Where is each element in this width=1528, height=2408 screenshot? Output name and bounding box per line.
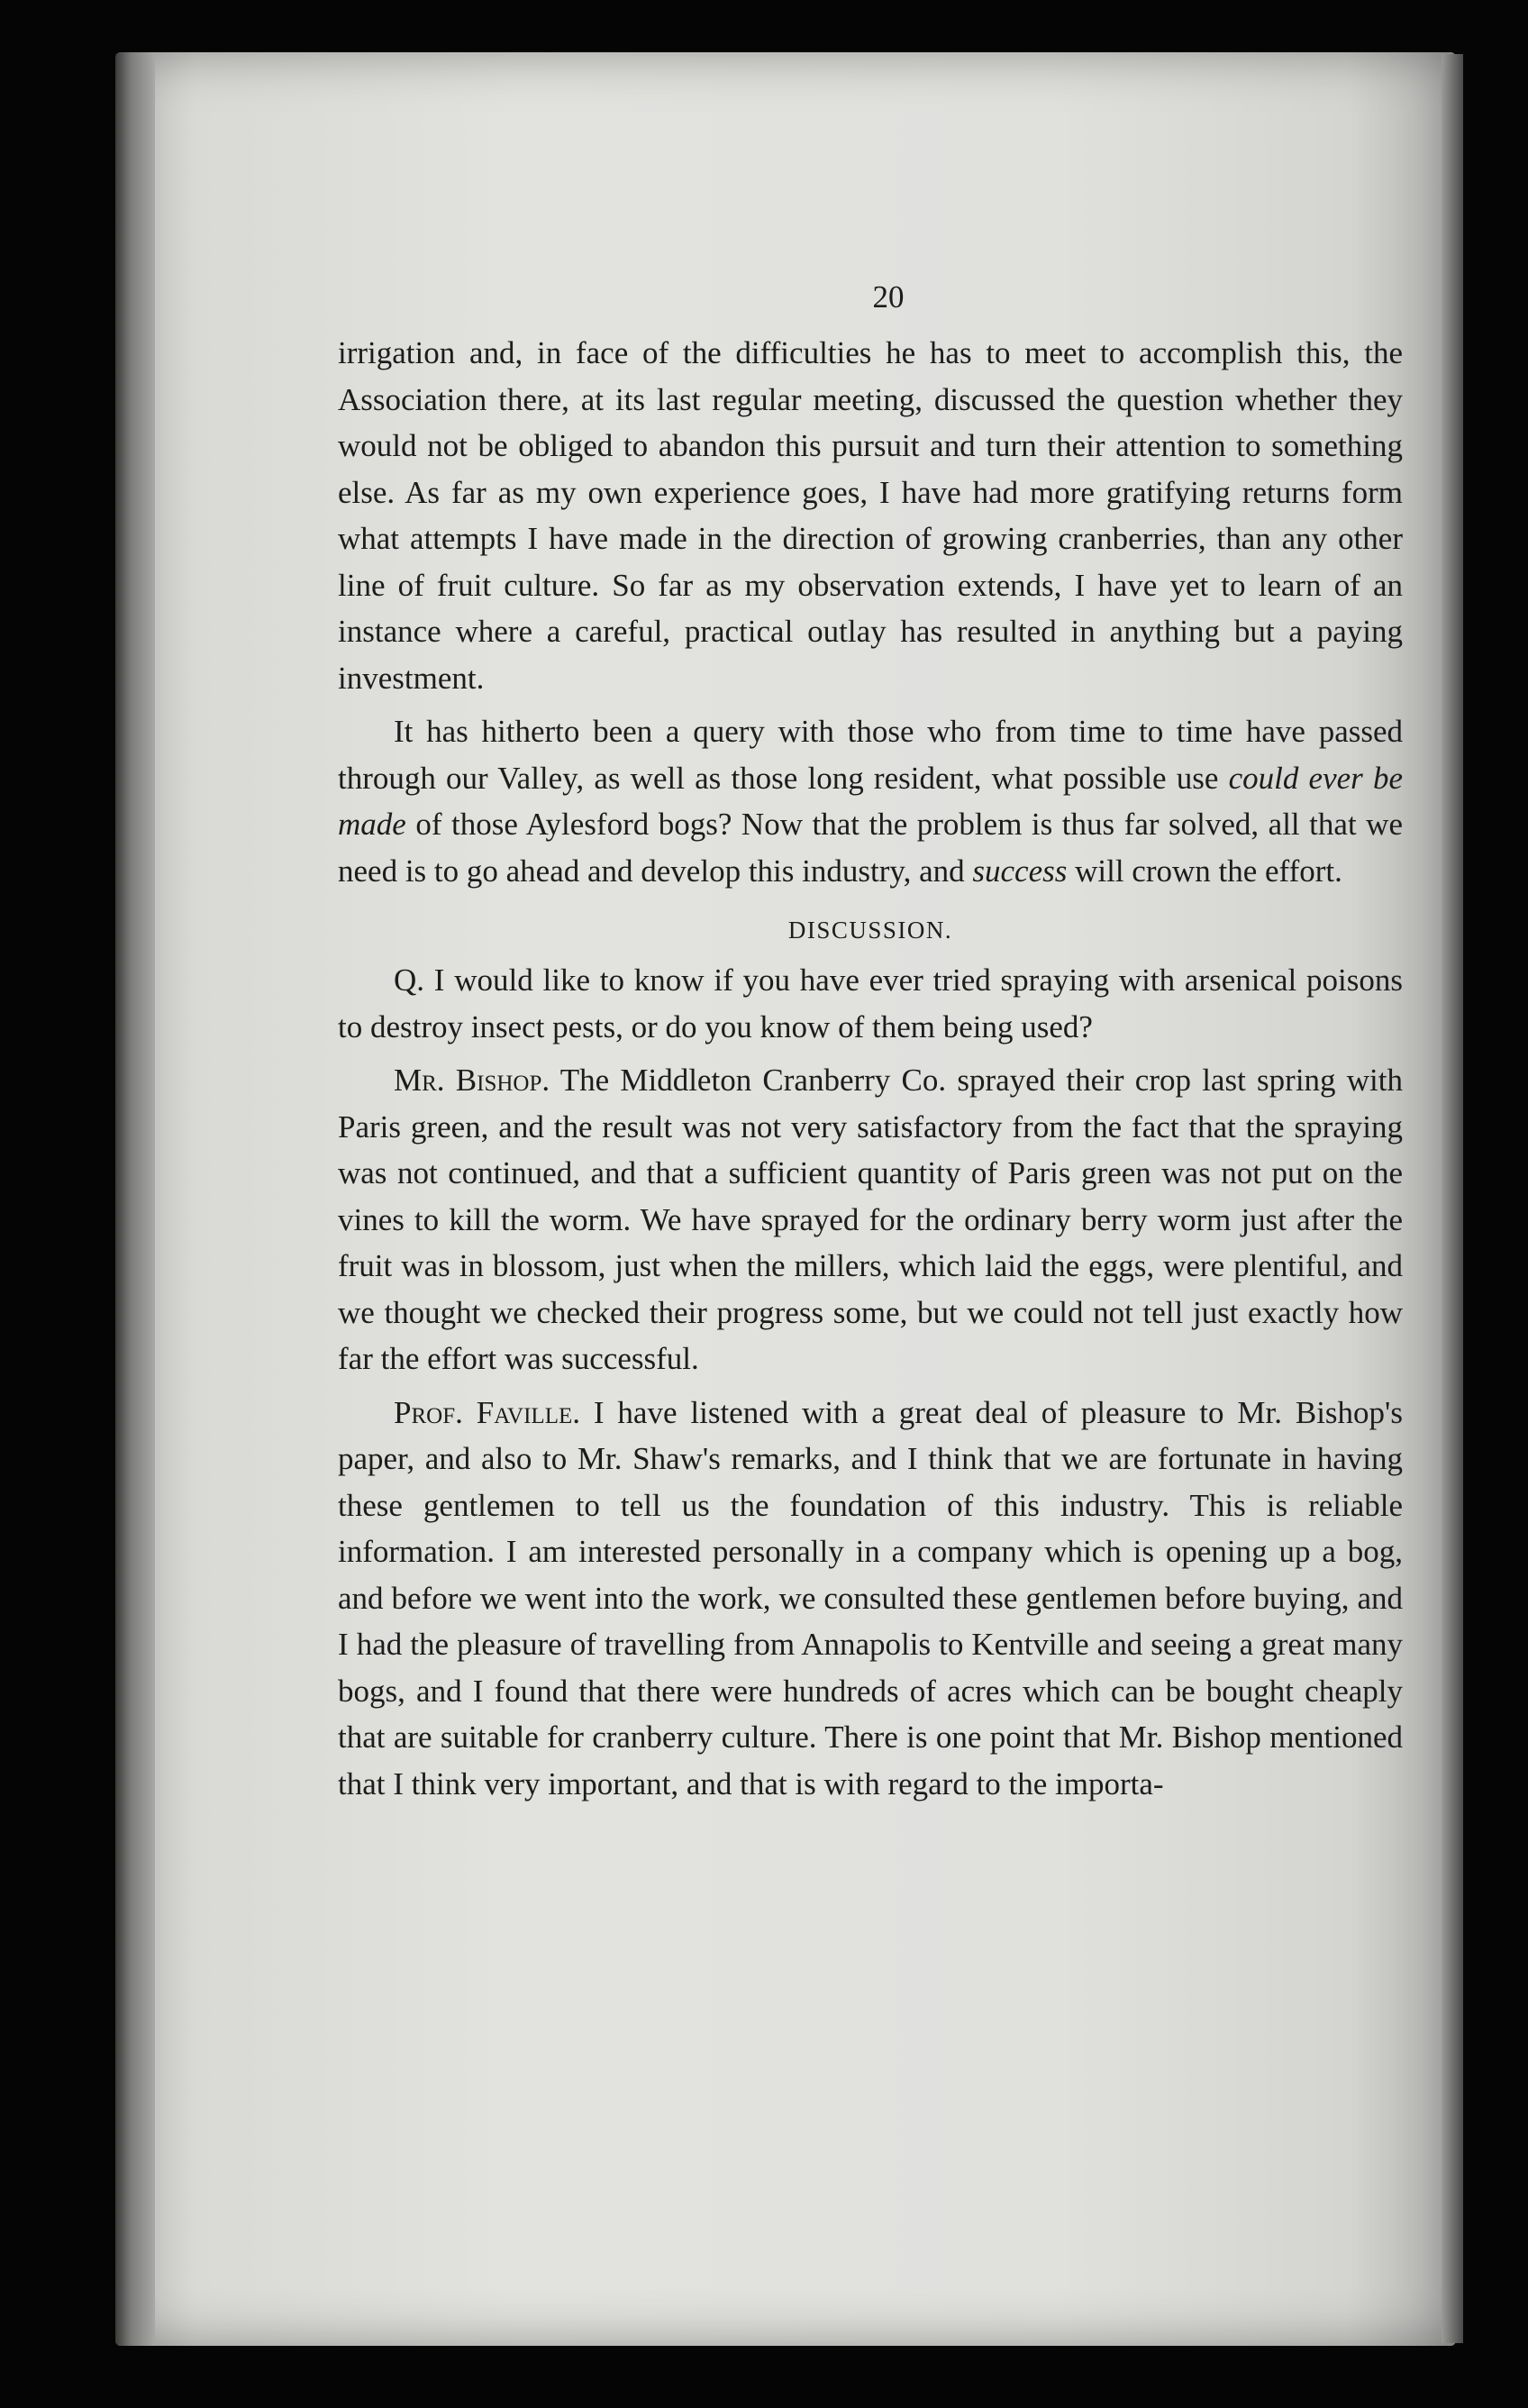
discussion-heading: DISCUSSION. — [787, 917, 953, 944]
paragraph-text: of those Aylesford bogs? Now that the problem is thus far solved, all that we need is to go ahead and develop this industry, and — [338, 807, 1403, 889]
speech-text: The Middleton Cranberry Co. sprayed their crop last spring with Paris green, and the result was not very satisfactory from the fact that the spraying was not continued, and that a sufficient quantity of Paris green was not put on the vines to kill the worm. We have sprayed for the ordinary berry worm just after the fruit was in blossom, just when the millers, which laid the eggs, were plentiful, and we thought we checked their progress some, but we could not tell just exactly how far the effort was successful. — [338, 1063, 1403, 1376]
paragraph-text: will crown the effort. — [1067, 853, 1342, 889]
speech-text: I have listened with a great deal of pleasure to Mr. Bishop's paper, and also to Mr. Shaw's remarks, and I think that we are fortunate in having these gentlemen to tell us the foundation of this industry. This is reliable information. I am interested personally in a company which is opening up a bog, and before we went into the work, we consulted these gentlemen before buying, and I had the pleasure of travelling from Annapolis to Kentville and seeing a great many bogs, and I found that there were hundreds of acres which can be bought cheaply that are suitable for cranberry culture. There is one point that Mr. Bishop mentioned that I think very important, and that is with regard to the importa- — [338, 1394, 1403, 1801]
speaker-label: Mr. Bishop. — [394, 1063, 550, 1098]
paragraph-irrigation: irrigation and, in face of the difficulties he has to meet to accomplish this, the Association there, at its last regular meeting, discussed the question whether they would not be obliged to abandon this pursuit and turn their attention to something else. As far as my own experience goes, I have had more gratifying returns form what attempts I have made in the direction of growing cranberries, than any other line of fruit culture. So far as my observation extends, I have yet to learn of an instance where a careful, practical outlay has resulted in anything but a paying investment. — [338, 335, 1403, 696]
paragraph-aylesford-bogs — [338, 708, 1403, 894]
book-spine-shadow — [115, 52, 155, 2346]
discussion-question — [338, 957, 1403, 1050]
emphasis-text: success — [972, 853, 1068, 889]
page-content — [338, 270, 1403, 1807]
speaker-label: Prof. Faville. — [394, 1394, 580, 1430]
discussion-faville-remarks — [338, 1390, 1403, 1808]
page-number: 20 — [872, 279, 905, 315]
page-edge-shadow — [1442, 54, 1463, 2343]
speech-text: I would like to know if you have ever tried spraying with arsenical poisons to destroy insect pests, or do you know of them being used? — [338, 962, 1403, 1044]
discussion-bishop-reply — [338, 1057, 1403, 1382]
speaker-label: Q. — [394, 962, 425, 998]
emphasis-text: could ever be made — [338, 760, 1403, 842]
paragraph-text: It has hitherto been a query with those who from time to time have passed through our Valley, as well as those long resident, what possible use — [338, 714, 1403, 796]
